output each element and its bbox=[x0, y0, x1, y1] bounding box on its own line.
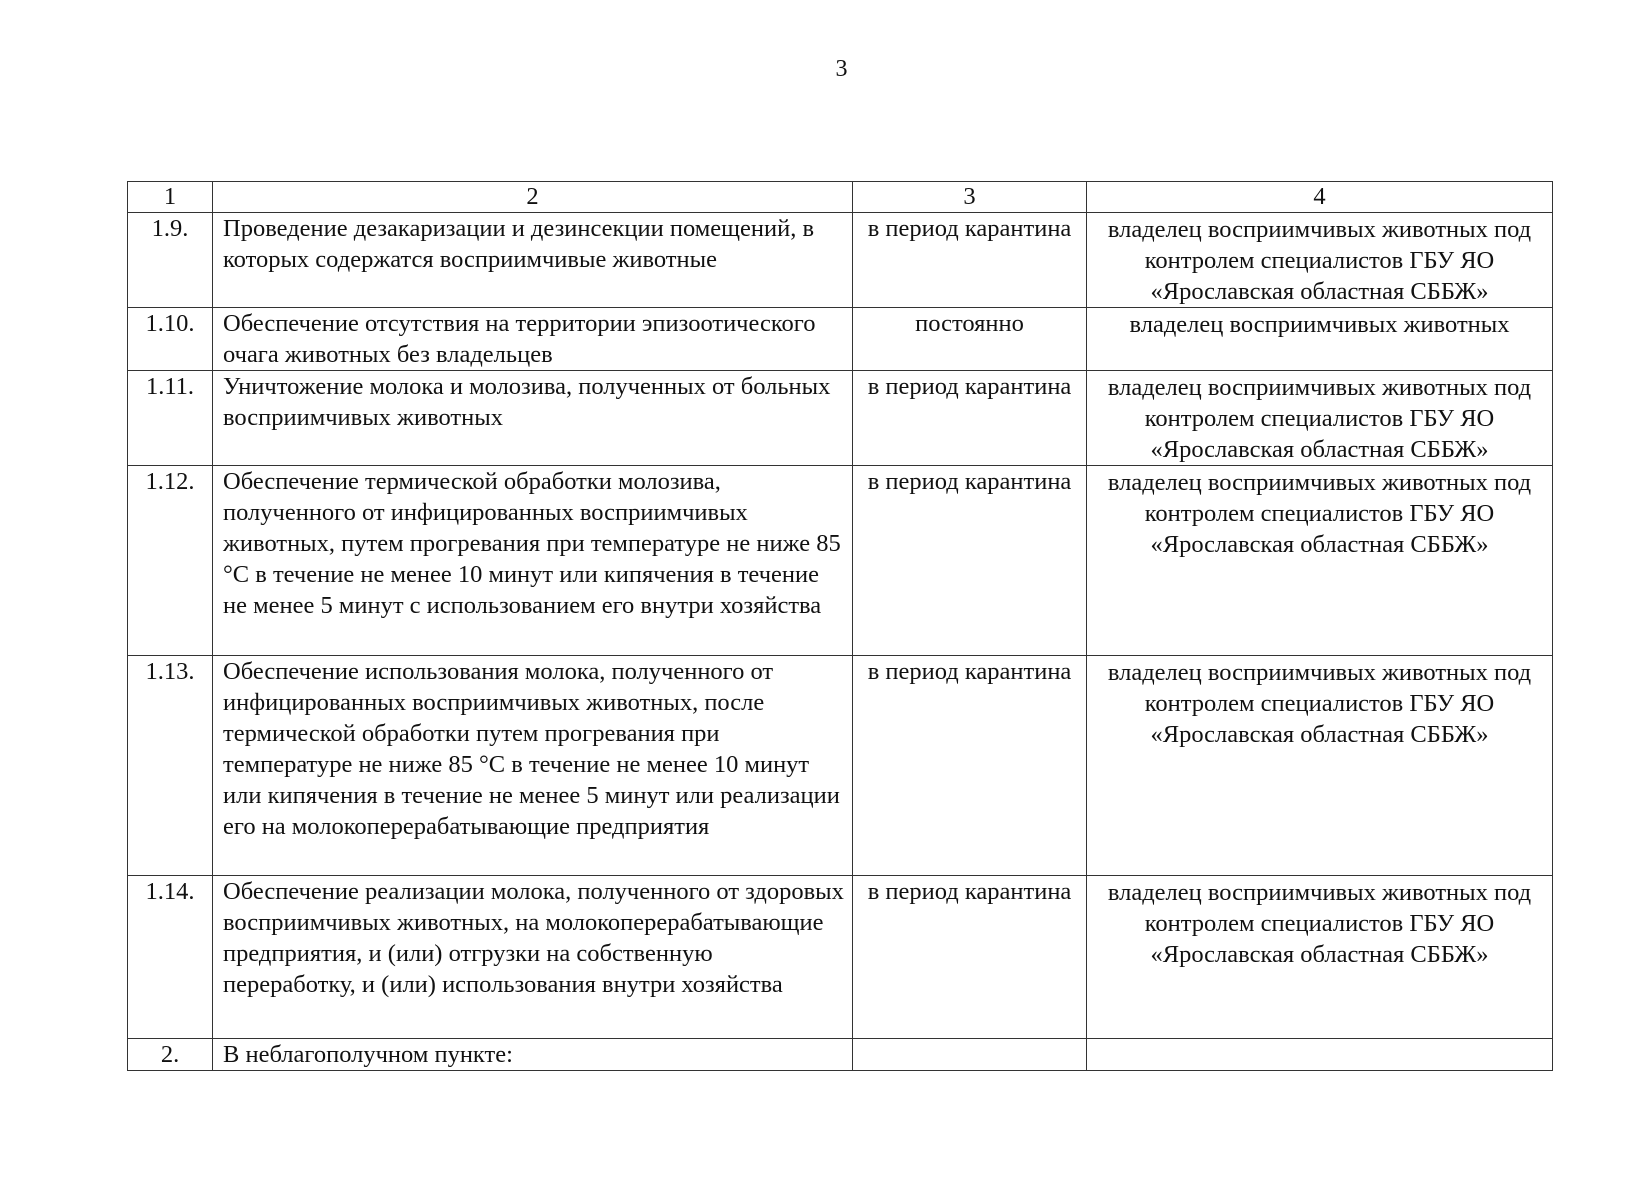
table-row bbox=[128, 1039, 1553, 1071]
table-row bbox=[128, 876, 1553, 1039]
table-header-row bbox=[128, 182, 1553, 213]
row-description: Проведение дезакаризации и дезинсекции помещений, в которых содержатся восприимчивые животные bbox=[213, 213, 853, 308]
row-period: в период карантина bbox=[853, 656, 1087, 876]
row-description: Обеспечение реализации молока, полученного от здоровых восприимчивых животных, на молокоперерабатывающие предприятия, и (или) отгрузки на собственную переработку, и (или) использования внутри хозяйства bbox=[213, 876, 853, 1039]
row-period: в период карантина bbox=[853, 371, 1087, 466]
row-description: Обеспечение использования молока, полученного от инфицированных восприимчивых животных, после термической обработки путем прогревания при температуре не ниже 85 °С в течение не менее 10 минут или кипячения в течение не менее 5 минут или реализации его на молокоперерабатывающие предприятия bbox=[213, 656, 853, 876]
row-period: в период карантина bbox=[853, 876, 1087, 1039]
table-row bbox=[128, 213, 1553, 308]
row-description: Уничтожение молока и молозива, полученных от больных восприимчивых животных bbox=[213, 371, 853, 466]
row-responsible: владелец восприимчивых животных под контролем специалистов ГБУ ЯО «Ярославская областная СББЖ» bbox=[1087, 213, 1553, 308]
row-description: В неблагополучном пункте: bbox=[213, 1039, 853, 1071]
column-header-2: 2 bbox=[213, 182, 853, 213]
row-responsible bbox=[1087, 1039, 1553, 1071]
row-number: 1.14. bbox=[128, 876, 213, 1039]
row-period: постоянно bbox=[853, 308, 1087, 371]
column-header-3: 3 bbox=[853, 182, 1087, 213]
page-number: 3 bbox=[835, 56, 848, 82]
row-number: 2. bbox=[128, 1039, 213, 1071]
table-row bbox=[128, 656, 1553, 876]
table-row bbox=[128, 308, 1553, 371]
row-responsible: владелец восприимчивых животных под контролем специалистов ГБУ ЯО «Ярославская областная СББЖ» bbox=[1087, 371, 1553, 466]
row-period: в период карантина bbox=[853, 466, 1087, 656]
row-responsible: владелец восприимчивых животных под контролем специалистов ГБУ ЯО «Ярославская областная СББЖ» bbox=[1087, 876, 1553, 1039]
row-number: 1.9. bbox=[128, 213, 213, 308]
row-responsible: владелец восприимчивых животных bbox=[1087, 308, 1553, 371]
row-period: в период карантина bbox=[853, 213, 1087, 308]
row-description: Обеспечение термической обработки молозива, полученного от инфицированных восприимчивых животных, путем прогревания при температуре не ниже 85 °С в течение не менее 10 минут или кипячения в течение не менее 5 минут с использованием его внутри хозяйства bbox=[213, 466, 853, 656]
column-header-4: 4 bbox=[1087, 182, 1553, 213]
row-number: 1.11. bbox=[128, 371, 213, 466]
table-row bbox=[128, 466, 1553, 656]
table-row bbox=[128, 371, 1553, 466]
row-responsible: владелец восприимчивых животных под контролем специалистов ГБУ ЯО «Ярославская областная СББЖ» bbox=[1087, 656, 1553, 876]
row-number: 1.13. bbox=[128, 656, 213, 876]
row-period bbox=[853, 1039, 1087, 1071]
row-number: 1.10. bbox=[128, 308, 213, 371]
row-responsible: владелец восприимчивых животных под контролем специалистов ГБУ ЯО «Ярославская областная СББЖ» bbox=[1087, 466, 1553, 656]
measures-table bbox=[127, 181, 1553, 1071]
row-number: 1.12. bbox=[128, 466, 213, 656]
row-description: Обеспечение отсутствия на территории эпизоотического очага животных без владельцев bbox=[213, 308, 853, 371]
column-header-1: 1 bbox=[128, 182, 213, 213]
